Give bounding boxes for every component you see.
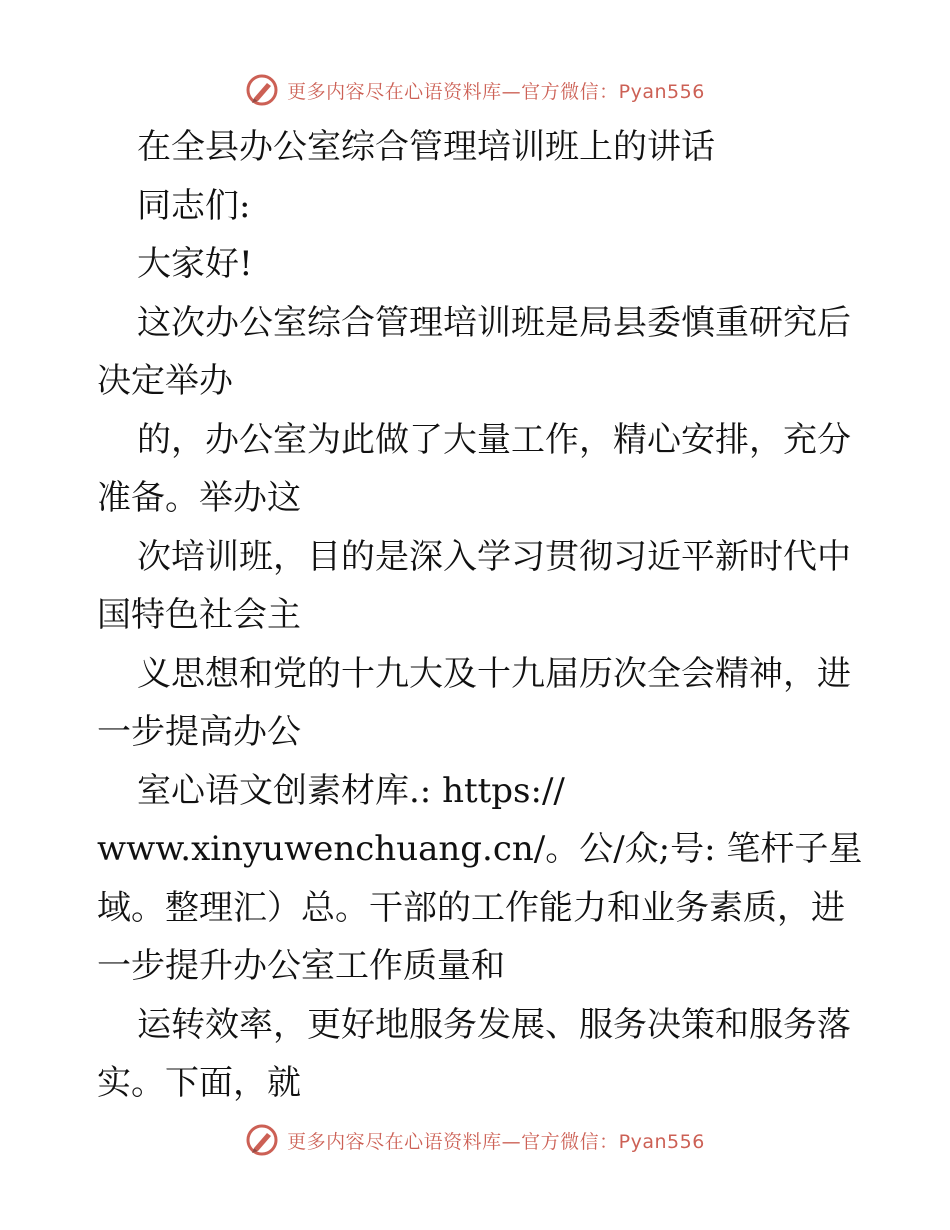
watermark-text: 更多内容尽在心语资料库—官方微信：Pyan556 <box>287 1130 705 1153</box>
body-line: 室心语文创素材库.: https:// <box>137 771 565 811</box>
body-line: 一步提高办公 <box>97 712 301 752</box>
salutation: 同志们: <box>137 186 251 226</box>
body-line: 决定举办 <box>97 361 233 401</box>
header-watermark <box>0 70 950 110</box>
body-line: 次培训班，目的是深入学习贯彻习近平新时代中 <box>137 537 851 577</box>
body-line: 实。下面，就 <box>97 1063 301 1103</box>
greeting: 大家好! <box>137 244 253 284</box>
body-line: 一步提升办公室工作质量和 <box>97 946 505 986</box>
body-line: 域。整理汇）总。干部的工作能力和业务素质，进 <box>97 888 845 928</box>
document-title: 在全县办公室综合管理培训班上的讲话 <box>137 127 715 167</box>
body-line: 国特色社会主 <box>97 595 301 635</box>
body-line: 这次办公室综合管理培训班是局县委慎重研究后 <box>137 303 851 343</box>
body-line: 准备。举办这 <box>97 478 301 518</box>
watermark-text: 更多内容尽在心语资料库—官方微信：Pyan556 <box>287 80 705 103</box>
body-line: www.xinyuwenchuang.cn/。公/众;号: 笔杆子星 <box>97 829 863 869</box>
body-line: 义思想和党的十九大及十九届历次全会精神，进 <box>137 654 851 694</box>
body-line: 的，办公室为此做了大量工作，精心安排，充分 <box>137 420 851 460</box>
pen-logo-icon <box>245 73 279 107</box>
footer-watermark <box>0 1120 950 1160</box>
body-line: 运转效率，更好地服务发展、服务决策和服务落 <box>137 1005 851 1045</box>
pen-logo-icon <box>245 1123 279 1157</box>
